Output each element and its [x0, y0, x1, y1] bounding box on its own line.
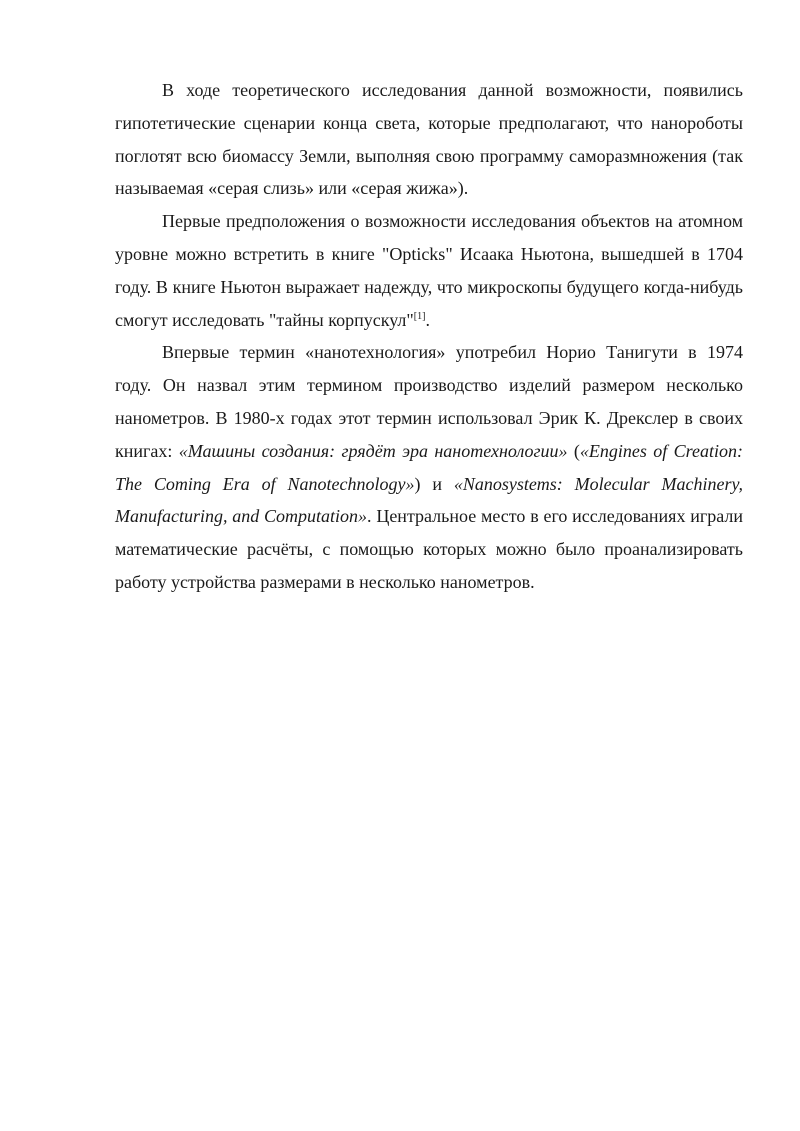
book-title-machines-of-creation: «Машины создания: грядёт эра нанотехнологии» [178, 440, 568, 461]
paragraph-newton-opticks [115, 205, 743, 336]
paragraph-text: Первые предположения о возможности исследования объектов на атомном уровне можно встретить в книге "Opticks" Исаака Ньютона, вышедшей в 1704 году. В книге Ньютон выражает надежду, что микроскопы будущего когда-нибудь смогут исследовать "тайны корпускул" [115, 211, 743, 330]
document-body [115, 74, 743, 599]
paragraph-nanotechnology-term [115, 336, 743, 598]
sentence-end: . [425, 309, 430, 330]
paragraph-text-part: ) и [414, 473, 454, 494]
book-title-nanosystems: «Nanosystems: Molecular Machinery, Manufacturing, and Computation» [115, 473, 743, 527]
paragraph-text-part: ( [567, 440, 580, 461]
book-title-engines-of-creation: «Engines of Creation: The Coming Era of Nanotechnology» [115, 440, 743, 494]
paragraph-text-part: . Центральное место в его исследованиях играли математические расчёты, с помощью которых можно было проанализировать работу устройства размерами в несколько нанометров. [115, 506, 743, 592]
paragraph-text-part: Впервые термин «нанотехнология» употребил Норио Танигути в 1974 году. Он назвал этим термином производство изделий размером несколько нанометров. В 1980-х годах этот термин использовал Эрик К. Дрекслер в своих книгах: [115, 342, 743, 461]
footnote-reference[interactable]: [1] [413, 310, 426, 322]
paragraph-doomsday-scenarios [115, 74, 743, 205]
paragraph-text: В ходе теоретического исследования данной возможности, появились гипотетические сценарии конца света, которые предполагают, что нанороботы поглотят всю биомассу Земли, выполняя свою программу саморазмножения (так называемая «серая слизь» или «серая жижа»). [115, 80, 743, 199]
